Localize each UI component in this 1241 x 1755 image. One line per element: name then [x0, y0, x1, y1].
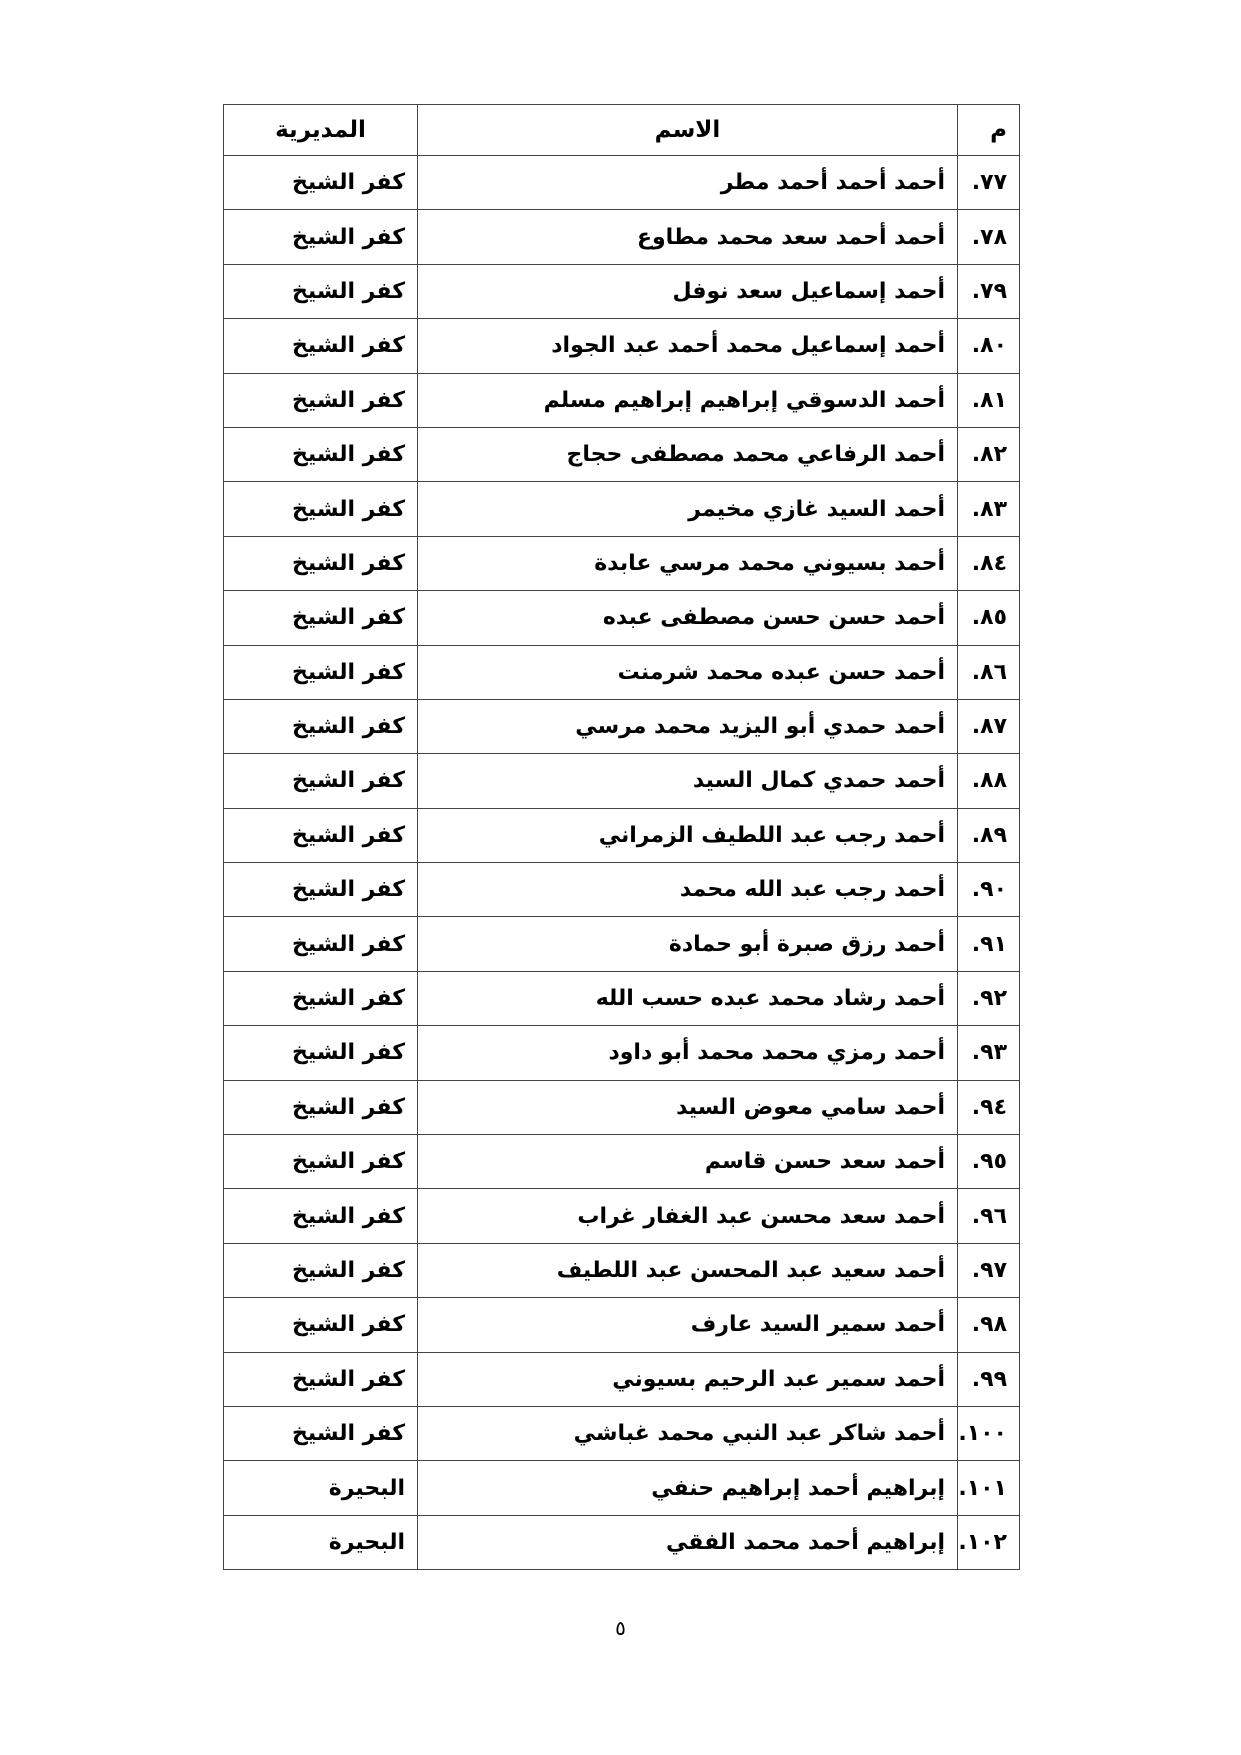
- row-directorate: كفر الشيخ: [224, 1189, 418, 1243]
- table-row: [224, 1189, 1020, 1243]
- table-row: [224, 427, 1020, 481]
- table-row: [224, 645, 1020, 699]
- row-number: ٩٠.: [958, 863, 1020, 917]
- row-number: ٩٢.: [958, 971, 1020, 1025]
- table-row: [224, 1298, 1020, 1352]
- row-directorate: كفر الشيخ: [224, 1406, 418, 1460]
- row-name: أحمد إسماعيل محمد أحمد عبد الجواد: [418, 319, 958, 373]
- table-row: [224, 1461, 1020, 1515]
- row-number: ٩٩.: [958, 1352, 1020, 1406]
- row-directorate: كفر الشيخ: [224, 591, 418, 645]
- row-name: أحمد رزق صبرة أبو حمادة: [418, 917, 958, 971]
- table-row: [224, 373, 1020, 427]
- row-directorate: كفر الشيخ: [224, 808, 418, 862]
- row-directorate: كفر الشيخ: [224, 917, 418, 971]
- row-number: ٩٥.: [958, 1135, 1020, 1189]
- row-directorate: كفر الشيخ: [224, 427, 418, 481]
- row-name: أحمد شاكر عبد النبي محمد غباشي: [418, 1406, 958, 1460]
- row-name: أحمد سمير عبد الرحيم بسيوني: [418, 1352, 958, 1406]
- row-number: ١٠١.: [958, 1461, 1020, 1515]
- row-number: ١٠٠.: [958, 1406, 1020, 1460]
- row-name: أحمد رمزي محمد محمد أبو داود: [418, 1026, 958, 1080]
- table-row: [224, 808, 1020, 862]
- row-name: أحمد إسماعيل سعد نوفل: [418, 264, 958, 318]
- row-directorate: كفر الشيخ: [224, 1080, 418, 1134]
- row-directorate: البحيرة: [224, 1515, 418, 1569]
- row-number: ٩٣.: [958, 1026, 1020, 1080]
- table-row: [224, 1080, 1020, 1134]
- row-name: أحمد سعيد عبد المحسن عبد اللطيف: [418, 1243, 958, 1297]
- row-name: أحمد رجب عبد الله محمد: [418, 863, 958, 917]
- table-row: [224, 319, 1020, 373]
- row-name: أحمد رجب عبد اللطيف الزمراني: [418, 808, 958, 862]
- row-directorate: كفر الشيخ: [224, 210, 418, 264]
- table-row: [224, 1135, 1020, 1189]
- row-directorate: كفر الشيخ: [224, 1135, 418, 1189]
- row-number: ٨٣.: [958, 482, 1020, 536]
- row-name: أحمد الرفاعي محمد مصطفى حجاج: [418, 427, 958, 481]
- row-name: أحمد حمدي كمال السيد: [418, 754, 958, 808]
- row-directorate: كفر الشيخ: [224, 863, 418, 917]
- table-row: [224, 699, 1020, 753]
- row-number: ٩٨.: [958, 1298, 1020, 1352]
- names-table: [223, 104, 1020, 1570]
- row-name: أحمد بسيوني محمد مرسي عابدة: [418, 536, 958, 590]
- row-name: أحمد الدسوقي إبراهيم إبراهيم مسلم: [418, 373, 958, 427]
- row-name: إبراهيم أحمد إبراهيم حنفي: [418, 1461, 958, 1515]
- table-row: [224, 591, 1020, 645]
- row-name: أحمد أحمد سعد محمد مطاوع: [418, 210, 958, 264]
- row-name: أحمد حمدي أبو اليزيد محمد مرسي: [418, 699, 958, 753]
- table-row: [224, 1352, 1020, 1406]
- row-number: ٨٢.: [958, 427, 1020, 481]
- table-row: [224, 971, 1020, 1025]
- row-number: ٨٥.: [958, 591, 1020, 645]
- row-name: أحمد سمير السيد عارف: [418, 1298, 958, 1352]
- table-row: [224, 1026, 1020, 1080]
- row-directorate: كفر الشيخ: [224, 482, 418, 536]
- row-name: أحمد حسن عبده محمد شرمنت: [418, 645, 958, 699]
- row-number: ٧٩.: [958, 264, 1020, 318]
- row-directorate: كفر الشيخ: [224, 645, 418, 699]
- row-number: ٨٨.: [958, 754, 1020, 808]
- table-row: [224, 1243, 1020, 1297]
- row-number: ٧٧.: [958, 156, 1020, 210]
- table-row: [224, 210, 1020, 264]
- row-directorate: كفر الشيخ: [224, 1026, 418, 1080]
- row-number: ٩٦.: [958, 1189, 1020, 1243]
- row-directorate: كفر الشيخ: [224, 971, 418, 1025]
- row-directorate: البحيرة: [224, 1461, 418, 1515]
- row-name: إبراهيم أحمد محمد الفقي: [418, 1515, 958, 1569]
- row-name: أحمد سعد حسن قاسم: [418, 1135, 958, 1189]
- page-number: ٥: [615, 1616, 626, 1640]
- row-directorate: كفر الشيخ: [224, 373, 418, 427]
- table-row: [224, 536, 1020, 590]
- row-name: أحمد أحمد أحمد مطر: [418, 156, 958, 210]
- row-directorate: كفر الشيخ: [224, 536, 418, 590]
- table-row: [224, 264, 1020, 318]
- row-number: ٨٠.: [958, 319, 1020, 373]
- table-row: [224, 1515, 1020, 1569]
- row-number: ٩٧.: [958, 1243, 1020, 1297]
- row-number: ٨١.: [958, 373, 1020, 427]
- row-name: أحمد السيد غازي مخيمر: [418, 482, 958, 536]
- table-row: [224, 1406, 1020, 1460]
- table-header-row: [224, 105, 1020, 156]
- header-number: م: [958, 105, 1020, 156]
- row-number: ٨٤.: [958, 536, 1020, 590]
- row-number: ٨٩.: [958, 808, 1020, 862]
- table-row: [224, 754, 1020, 808]
- header-directorate: المديرية: [224, 105, 418, 156]
- row-number: ٨٦.: [958, 645, 1020, 699]
- table-row: [224, 482, 1020, 536]
- row-number: ٩٤.: [958, 1080, 1020, 1134]
- table-row: [224, 863, 1020, 917]
- row-directorate: كفر الشيخ: [224, 1298, 418, 1352]
- row-name: أحمد سعد محسن عبد الغفار غراب: [418, 1189, 958, 1243]
- header-name: الاسم: [418, 105, 958, 156]
- row-name: أحمد سامي معوض السيد: [418, 1080, 958, 1134]
- row-directorate: كفر الشيخ: [224, 319, 418, 373]
- row-name: أحمد حسن حسن مصطفى عبده: [418, 591, 958, 645]
- row-directorate: كفر الشيخ: [224, 264, 418, 318]
- row-number: ١٠٢.: [958, 1515, 1020, 1569]
- table-row: [224, 156, 1020, 210]
- row-name: أحمد رشاد محمد عبده حسب الله: [418, 971, 958, 1025]
- row-number: ٩١.: [958, 917, 1020, 971]
- row-directorate: كفر الشيخ: [224, 1352, 418, 1406]
- row-number: ٧٨.: [958, 210, 1020, 264]
- row-number: ٨٧.: [958, 699, 1020, 753]
- row-directorate: كفر الشيخ: [224, 156, 418, 210]
- row-directorate: كفر الشيخ: [224, 1243, 418, 1297]
- table-row: [224, 917, 1020, 971]
- row-directorate: كفر الشيخ: [224, 699, 418, 753]
- row-directorate: كفر الشيخ: [224, 754, 418, 808]
